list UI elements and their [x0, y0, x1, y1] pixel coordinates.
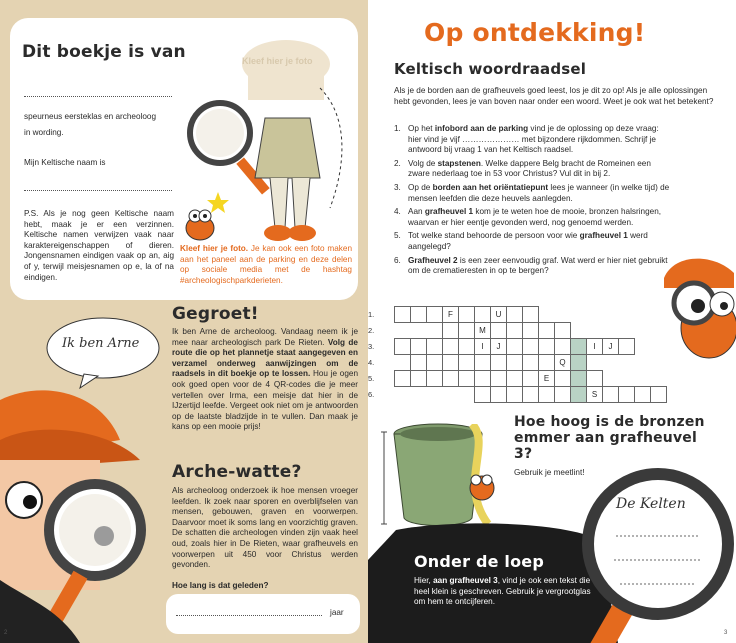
photo-placeholder-label: Kleef hier je foto — [242, 56, 313, 66]
crossword-cell[interactable]: S — [586, 386, 603, 403]
archewatte-text: Als archeoloog onderzoek ik hoe mensen vroeger leefden. Ik zoek naar sporen en overblijfselen van mensen, gebouwen, graven en voorwerpen. Daarvoor moet ik soms lang en voorzichtig graven. De schatten die archeologen vinden zijn vaak heel oud, zoals hier in De Rieten, waar grafheuvels en voorwerpen uit 450 voor Christus werden gevonden. — [172, 486, 358, 570]
crossword-cell[interactable]: I — [474, 338, 491, 355]
crossword-cell[interactable] — [506, 354, 523, 371]
gegroet-p1-bold: Volg de route die op het plannetje staat aangegeven en verzamel onderweg aanwijzingen om de raadsels in dit boekje op te lossen. — [172, 337, 358, 379]
crossword-cell[interactable] — [506, 322, 523, 339]
crossword-cell[interactable] — [474, 386, 491, 403]
page-number-left: 2 — [4, 630, 8, 636]
crossword-cell[interactable] — [522, 370, 539, 387]
crossword-cell[interactable] — [490, 370, 507, 387]
crossword-cell[interactable] — [618, 386, 635, 403]
crossword-cell[interactable] — [634, 386, 651, 403]
crossword-cell[interactable] — [426, 306, 443, 323]
ps-text: P.S. Als je nog geen Keltische naam hebt, maak je er een verzinnen. Keltische namen verwijzen vaak naar karaktereigenschappen of dieren. Jongensnamen eindigen vaak op an, aig of y, terwijl meisjesnamen op e, la of na eindigen. — [24, 209, 174, 282]
crossword-cell[interactable] — [522, 306, 539, 323]
crossword-cell[interactable] — [506, 306, 523, 323]
owner-desc-2: in wording. — [24, 128, 64, 137]
crossword-cell[interactable] — [490, 322, 507, 339]
crossword-cell[interactable] — [570, 386, 587, 403]
crossword-cell[interactable] — [538, 322, 555, 339]
crossword-cell[interactable] — [410, 306, 427, 323]
right-intro: Als je de borden aan de grafheuvels goed leest, los je dit zo op! Als je alle oplossingen hebt gevonden, lees je van boven naar onder een woord. Weet je ook wat het betekent? — [394, 86, 714, 106]
loupe-text: Hier, aan grafheuvel 3, vind je ook een tekst die heel klein is geschreven. Gebruik je vergrootglas om hem te ontcijferen. — [414, 576, 591, 607]
question-3-num: 3. — [394, 182, 401, 192]
question-6-num: 6. — [394, 255, 401, 265]
question-1: 1. Op het infobord aan de parking vind je de oplossing op deze vraag: hier vind je vijf ………………… met bijzondere rijkdommen. Schrijf je antwoord bij vraag 1 van het Keltisch raadsel. — [394, 124, 659, 155]
crossword-cell[interactable] — [458, 354, 475, 371]
bucket-question-hint: Gebruik je meetlint! — [514, 468, 585, 477]
archewatte-title: Arche-watte? — [172, 462, 302, 482]
crossword-cell[interactable] — [426, 370, 443, 387]
crossword-cell[interactable] — [554, 386, 571, 403]
crossword-cell[interactable] — [506, 386, 523, 403]
crossword-cell[interactable] — [554, 338, 571, 355]
crossword-cell[interactable] — [586, 370, 603, 387]
crossword-cell[interactable] — [570, 338, 587, 355]
photo-caption-bold: Kleef hier je foto. — [180, 244, 249, 253]
crossword-cell[interactable] — [522, 322, 539, 339]
page-number-right: 3 — [724, 630, 728, 636]
bucket-question-title: Hoe hoog is de bronzen emmer aan grafheuvel 3? — [514, 414, 705, 462]
gegroet-p1-rest: Hou je ogen ook goed open voor de 4 QR-codes die je meer vertellen over Irma, een meisje dat hier in de IJzertijd leefde. Vergeet ook niet om je antwoorden op de laatste bladzijde in te vullen. Dan maak je kans op een mooie prijs! — [172, 369, 359, 432]
crossword-cell[interactable] — [426, 338, 443, 355]
crossword-row-label: 6. — [368, 390, 375, 399]
crossword-cell[interactable] — [410, 354, 427, 371]
crossword-cell[interactable] — [410, 370, 427, 387]
owner-name-line[interactable] — [24, 96, 172, 97]
question-3: 3. Op de borden aan het oriëntatiepunt lees je wanneer (in welke tijd) de mensen leefden die deze heuvels aanlegden. — [394, 182, 670, 203]
celtic-name-line[interactable] — [24, 190, 172, 191]
crossword-cell[interactable] — [458, 370, 475, 387]
right-title: Op ontdekking! — [424, 18, 646, 47]
arne-character — [0, 380, 170, 643]
lens-title: De Kelten — [616, 496, 686, 512]
crossword-cell[interactable] — [618, 338, 635, 355]
crossword-row-label: 2. — [368, 326, 375, 335]
question-1-num: 1. — [394, 124, 401, 133]
crossword-cell[interactable]: J — [602, 338, 619, 355]
crossword-cell[interactable] — [650, 386, 667, 403]
crossword-cell[interactable] — [394, 370, 411, 387]
explorer-figure — [170, 78, 356, 248]
crossword-cell[interactable] — [538, 338, 555, 355]
crossword-cell[interactable] — [554, 322, 571, 339]
loupe-title: Onder de loep — [414, 552, 545, 571]
crossword-cell[interactable] — [458, 306, 475, 323]
crossword-cell[interactable] — [458, 338, 475, 355]
crossword-cell[interactable] — [570, 370, 587, 387]
answer-line[interactable] — [176, 615, 322, 616]
photo-caption — [180, 244, 352, 286]
gegroet-text — [172, 327, 358, 433]
crossword-row-label: 5. — [368, 374, 375, 383]
right-subtitle: Keltisch woordraadsel — [394, 60, 587, 78]
owner-card — [10, 18, 358, 300]
crossword-cell[interactable] — [490, 386, 507, 403]
speech-bubble — [44, 314, 162, 390]
archewatte-question: Hoe lang is dat geleden? — [172, 581, 269, 590]
question-4: 4. Aan grafheuvel 1 kom je te weten hoe de mooie, bronzen halsringen, waarvan er hier eentje gevonden werd, nog genoemd werden. — [394, 207, 662, 227]
crossword-cell[interactable] — [458, 322, 475, 339]
answer-unit: jaar — [330, 608, 344, 617]
crossword-cell[interactable] — [538, 354, 555, 371]
crossword-cell[interactable] — [522, 354, 539, 371]
crossword-cell[interactable]: F — [442, 306, 459, 323]
crossword-cell[interactable]: I — [586, 338, 603, 355]
right-page — [368, 0, 736, 643]
crossword-cell[interactable] — [538, 386, 555, 403]
crossword-cell[interactable] — [442, 370, 459, 387]
crossword-cell[interactable] — [474, 354, 491, 371]
crossword-cell[interactable]: U — [490, 306, 507, 323]
crossword-cell[interactable] — [442, 322, 459, 339]
crossword-cell[interactable] — [570, 354, 587, 371]
gegroet-title: Gegroet! — [172, 304, 259, 324]
answer-box — [166, 594, 360, 634]
celtic-name-label: Mijn Keltische naam is — [24, 158, 106, 167]
crossword-cell[interactable] — [522, 386, 539, 403]
photo-caption-rest: Je kan ook een foto maken aan het paneel aan de parking en deze delen op sociale media met de hashtag #archeologischparkderieten. — [180, 244, 353, 285]
crossword-cell[interactable] — [490, 354, 507, 371]
question-5-num: 5. — [394, 231, 401, 241]
question-6: 6. Grafheuvel 2 is een zeer eenvoudig graf. Wat werd er hier niet gebruikt om de crematieresten in op te bergen? — [394, 255, 668, 276]
crossword-cell[interactable] — [474, 306, 491, 323]
owner-card-title: Dit boekje is van — [22, 42, 186, 62]
crossword-cell[interactable] — [426, 354, 443, 371]
crossword-cell[interactable] — [442, 338, 459, 355]
gegroet-p1: Ik ben Arne de archeoloog. Vandaag neem ik je mee naar archeologisch park De Rieten. — [172, 327, 358, 347]
crossword-cell[interactable] — [410, 338, 427, 355]
question-4-num: 4. — [394, 207, 401, 217]
question-2-num: 2. — [394, 158, 401, 168]
crossword-cell[interactable]: M — [474, 322, 491, 339]
crossword-cell[interactable] — [506, 370, 523, 387]
speech-bubble-text: Ik ben Arne — [62, 336, 140, 351]
crossword-cell[interactable] — [506, 338, 523, 355]
crossword-row-label: 1. — [368, 310, 375, 319]
crossword-cell[interactable] — [394, 338, 411, 355]
crossword-cell[interactable]: J — [490, 338, 507, 355]
crossword-cell[interactable] — [554, 370, 571, 387]
crossword-cell[interactable]: E — [538, 370, 555, 387]
lens-magnifier — [572, 466, 736, 643]
crossword-cell[interactable] — [394, 306, 411, 323]
question-5: 5. Tot welke stand behoorde de persoon voor wie grafheuvel 1 werd aangelegd? — [394, 231, 648, 251]
crossword-cell[interactable] — [522, 338, 539, 355]
beetle-magnifier — [654, 248, 736, 360]
crossword-cell[interactable] — [442, 354, 459, 371]
tape-measure — [452, 424, 514, 530]
question-2: 2. Volg de stapstenen. Welke dappere Belg bracht de Romeinen een zware nederlaag toe in 53 voor Christus? Vul dit in bij 2. — [394, 158, 651, 179]
crossword-row-label: 4. — [368, 358, 375, 367]
crossword-cell[interactable]: Q — [554, 354, 571, 371]
owner-desc-1: speurneus eersteklas en archeoloog — [24, 112, 156, 121]
crossword-row-label: 3. — [368, 342, 375, 351]
crossword-cell[interactable] — [474, 370, 491, 387]
crossword-cell[interactable] — [602, 386, 619, 403]
